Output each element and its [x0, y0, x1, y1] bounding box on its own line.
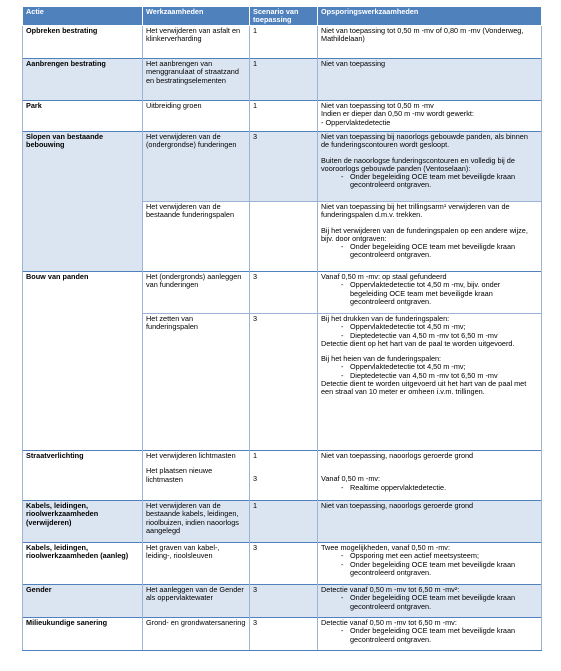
cell-opsporing: [318, 618, 542, 651]
header-werkzaamheden: Werkzaamheden: [143, 7, 250, 26]
bullet-item: - Onder begeleiding OCE team met beveiligde kraan gecontroleerd ontgraven.: [321, 173, 538, 190]
text-line: Het plaatsen nieuwe lichtmasten: [146, 466, 213, 484]
activities-table: [22, 6, 542, 651]
text-line: Detectie vanaf 0,50 m -mv tot 6,50 m -mv:: [321, 618, 457, 627]
table-row: [23, 26, 542, 59]
text-line: Detectie dient op het hart van de paal te worden uitgevoerd.: [321, 338, 515, 348]
table-row: [23, 272, 542, 314]
cell-scenario: 3: [250, 132, 318, 202]
cell-opsporing: [318, 101, 542, 132]
bullet-item: - Oppervlaktedetectie tot 4,50 m -mv;: [321, 323, 538, 331]
header-opsporing: Opsporingswerkzaamheden: [318, 7, 542, 26]
table-row: [23, 132, 542, 202]
table-row: [23, 543, 542, 585]
cell-opsporing: [318, 501, 542, 543]
table-row: [23, 501, 542, 543]
text-line: Niet van toepassing: [321, 59, 386, 68]
header-scenario: Scenario van toepassing: [250, 7, 318, 26]
cell-werkzaamheden: [143, 451, 250, 501]
table-row: [23, 585, 542, 618]
bullet-item: - Opsporing met een actief meetsysteem;: [321, 552, 538, 560]
cell-werkzaamheden: Het verwijderen van asfalt en klinkerverharding: [143, 26, 250, 59]
table-row: [23, 59, 542, 101]
table-row: [23, 451, 542, 501]
cell-actie: Milieukundige sanering: [23, 618, 143, 651]
cell-werkzaamheden: Grond- en grondwatersanering: [143, 618, 250, 651]
cell-werkzaamheden: Het verwijderen van de bestaande funderingspalen: [143, 202, 250, 272]
cell-actie: Bouw van panden: [23, 272, 143, 451]
bullet-item: - Oppervlaktedetectie tot 4,50 m -mv, bijv. onder begeleiding OCE team met beveiligde kraan gecontroleerd ontgraven.: [321, 281, 538, 306]
text-line: Bij het verwijderen van de funderingspalen op een andere wijze, bijv. door ontgraven:: [321, 225, 528, 243]
text-line: Niet van toepassing bij naoorlogs gebouwde panden, als binnen de funderingscontouren wordt gesloopt.: [321, 132, 528, 150]
cell-scenario: 1: [250, 26, 318, 59]
text-line: Niet van toepassing, naoorlogs geroerde grond: [321, 451, 474, 460]
cell-opsporing: [318, 202, 542, 272]
cell-opsporing: [318, 59, 542, 101]
cell-werkzaamheden: Uitbreiding groen: [143, 101, 250, 132]
cell-opsporing: [318, 314, 542, 451]
cell-scenario: 3: [250, 618, 318, 651]
table-header-row: [23, 7, 542, 26]
cell-scenario: [250, 451, 318, 501]
cell-scenario: 1: [250, 101, 318, 132]
text-line: Het verwijderen lichtmasten: [146, 451, 236, 460]
text-line: - Oppervlaktedetectie: [321, 117, 391, 127]
cell-scenario: 3: [250, 272, 318, 314]
bullet-item: - Realtime oppervlaktedetectie.: [321, 484, 538, 492]
cell-scenario: 3: [250, 543, 318, 585]
bullet-item: - Onder begeleiding OCE team met beveiligde kraan gecontroleerd ontgraven.: [321, 627, 538, 644]
cell-werkzaamheden: Het aanleggen van de Gender als oppervlaktewater: [143, 585, 250, 618]
cell-scenario: 3: [250, 314, 318, 451]
cell-actie: Park: [23, 101, 143, 132]
cell-opsporing: [318, 585, 542, 618]
bullet-item: - Dieptedetectie van 4,50 m -mv tot 6,50 m -mv: [321, 372, 538, 380]
cell-opsporing: [318, 132, 542, 202]
cell-actie: Kabels, leidingen, rioolwerkzaamheden (aanleg): [23, 543, 143, 585]
text-line: 1: [253, 451, 258, 460]
bullet-item: - Oppervlaktedetectie tot 4,50 m -mv;: [321, 363, 538, 371]
cell-opsporing: [318, 451, 542, 501]
text-line: Niet van toepassing bij het trillingsarm¹ verwijderen van de funderingspalen d.m.v. trekken.: [321, 202, 510, 220]
text-line: Niet van toepassing tot 0,50 m -mv: [321, 101, 434, 110]
text-line: 3: [253, 474, 258, 484]
cell-werkzaamheden: Het (ondergronds) aanleggen van funderingen: [143, 272, 250, 314]
cell-scenario: 3: [250, 585, 318, 618]
cell-actie: Gender: [23, 585, 143, 618]
cell-scenario: [250, 202, 318, 272]
text-line: Detectie vanaf 0,50 m -mv tot 6,50 m -mv²:: [321, 585, 460, 594]
bullet-item: - Onder begeleiding OCE team met beveiligde kraan gecontroleerd ontgraven.: [321, 594, 538, 611]
cell-scenario: 1: [250, 59, 318, 101]
cell-werkzaamheden: Het verwijderen van de bestaande kabels, leidingen, rioolbuizen, indien naoorlogs aangelegd: [143, 501, 250, 543]
text-line: Twee mogelijkheden, vanaf 0,50 m -mv:: [321, 543, 450, 552]
cell-actie: Aanbrengen bestrating: [23, 59, 143, 101]
text-line: Bij het drukken van de funderingspalen:: [321, 314, 450, 323]
table-row: [23, 101, 542, 132]
table-row: [23, 618, 542, 651]
cell-opsporing: [318, 26, 542, 59]
cell-scenario: 1: [250, 501, 318, 543]
cell-opsporing: [318, 272, 542, 314]
bullet-item: - Onder begeleiding OCE team met beveiligde kraan gecontroleerd ontgraven.: [321, 561, 538, 578]
cell-werkzaamheden: Het zetten van funderingspalen: [143, 314, 250, 451]
cell-werkzaamheden: Het aanbrengen van menggranulaat of straatzand en bestratingselementen: [143, 59, 250, 101]
bullet-item: - Onder begeleiding OCE team met beveiligde kraan gecontroleerd ontgraven.: [321, 243, 538, 260]
text-line: Indien er dieper dan 0,50 m -mv wordt gewerkt:: [321, 109, 474, 119]
cell-opsporing: [318, 543, 542, 585]
text-line: Bij het heien van de funderingspalen:: [321, 354, 442, 364]
cell-actie: Slopen van bestaande bebouwing: [23, 132, 143, 272]
cell-werkzaamheden: Het graven van kabel-, leiding-, rioolsleuven: [143, 543, 250, 585]
text-line: Vanaf 0,50 m -mv: op staal gefundeerd: [321, 272, 447, 281]
cell-werkzaamheden: Het verwijderen van de (ondergrondse) funderingen: [143, 132, 250, 202]
cell-actie: Kabels, leidingen, rioolwerkzaamheden (verwijderen): [23, 501, 143, 543]
bullet-item: - Dieptedetectie van 4,50 m -mv tot 6,50 m -mv: [321, 332, 538, 340]
header-actie: Actie: [23, 7, 143, 26]
cell-actie: Opbreken bestrating: [23, 26, 143, 59]
text-line: Buiten de naoorlogse funderingscontouren en volledig bij de vooroorlogs gebouwde panden (Ventoselaan):: [321, 155, 515, 173]
text-line: Detectie dient te worden uitgevoerd uit het hart van de paal met een straal van 10 meter er omheen i.v.m. trillingen.: [321, 379, 527, 397]
cell-actie: Straatverlichting: [23, 451, 143, 501]
text-line: Niet van toepassing tot 0,50 m -mv of 0,80 m -mv (Vonderweg, Mathildelaan): [321, 26, 524, 44]
text-line: Vanaf 0,50 m -mv:: [321, 474, 381, 484]
text-line: Niet van toepassing, naoorlogs geroerde grond: [321, 501, 474, 510]
